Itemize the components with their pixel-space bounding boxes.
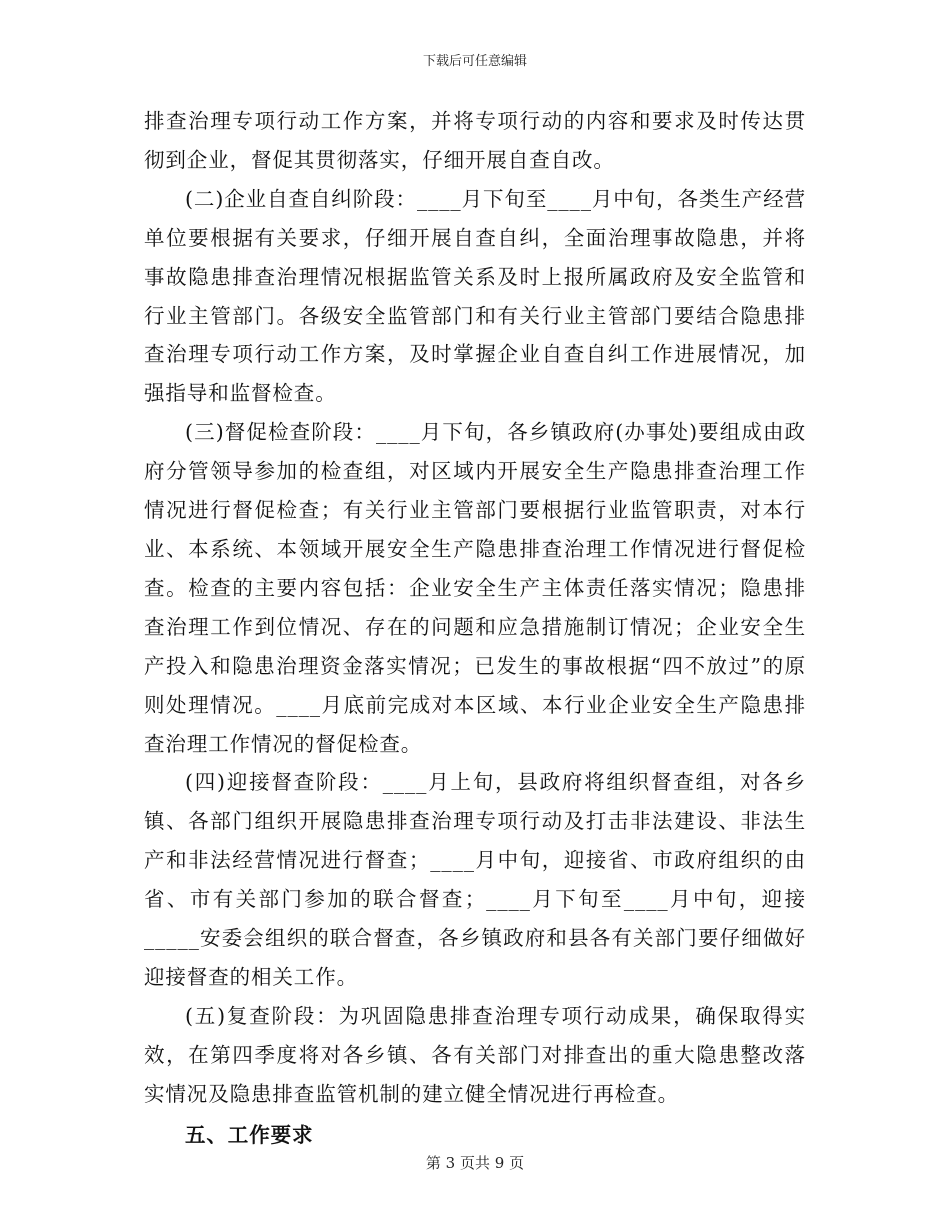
paragraph-stage-5: (五)复查阶段：为巩固隐患排查治理专项行动成果，确保取得实效，在第四季度将对各乡镇、各有关部门对排查出的重大隐患整改落实情况及隐患排查监管机制的建立健全情况进行再检查。 — [144, 1003, 806, 1106]
page-footer: 第 3 页共 9 页 — [425, 1154, 525, 1172]
paragraph-continuation: 排查治理专项行动工作方案，并将专项行动的内容和要求及时传达贯彻到企业，督促其贯彻落实，仔细开展自查自改。 — [144, 109, 806, 172]
document-body — [144, 102, 806, 1154]
section-heading: 五、工作要求 — [185, 1122, 314, 1147]
paragraph-stage-3: (三)督促检查阶段：____月下旬，各乡镇政府(办事处)要组成由政府分管领导参加的检查组，对区域内开展安全生产隐患排查治理工作情况进行督促检查；有关行业主管部门要根据行业监管职责，对本行业、本系统、本领域开展安全生产隐患排查治理工作情况进行督促检查。检查的主要内容包括：企业安全生产主体责任落实情况；隐患排查治理工作到位情况、存在的问题和应急措施制订情况；企业安全生产投入和隐患治理资金落实情况；已发生的事故根据“四不放过”的原则处理情况。____月底前完成对本区域、本行业企业安全生产隐患排查治理工作情况的督促检查。 — [144, 420, 806, 756]
paragraph-stage-4: (四)迎接督查阶段：____月上旬，县政府将组织督查组，对各乡镇、各部门组织开展隐患排查治理专项行动及打击非法建设、非法生产和非法经营情况进行督查；____月中旬，迎接省、市政府组织的由省、市有关部门参加的联合督查；____月下旬至____月中旬，迎接_____安委会组织的联合督查，各乡镇政府和县各有关部门要仔细做好迎接督查的相关工作。 — [144, 770, 806, 989]
paragraph-stage-2: (二)企业自查自纠阶段：____月下旬至____月中旬，各类生产经营单位要根据有关要求，仔细开展自查自纠，全面治理事故隐患，并将事故隐患排查治理情况根据监管关系及时上报所属政府及安全监管和行业主管部门。各级安全监管部门和有关行业主管部门要结合隐患排查治理专项行动工作方案，及时掌握企业自查自纠工作进展情况，加强指导和监督检查。 — [144, 186, 806, 406]
page-header: 下载后可任意编辑 — [422, 54, 527, 69]
